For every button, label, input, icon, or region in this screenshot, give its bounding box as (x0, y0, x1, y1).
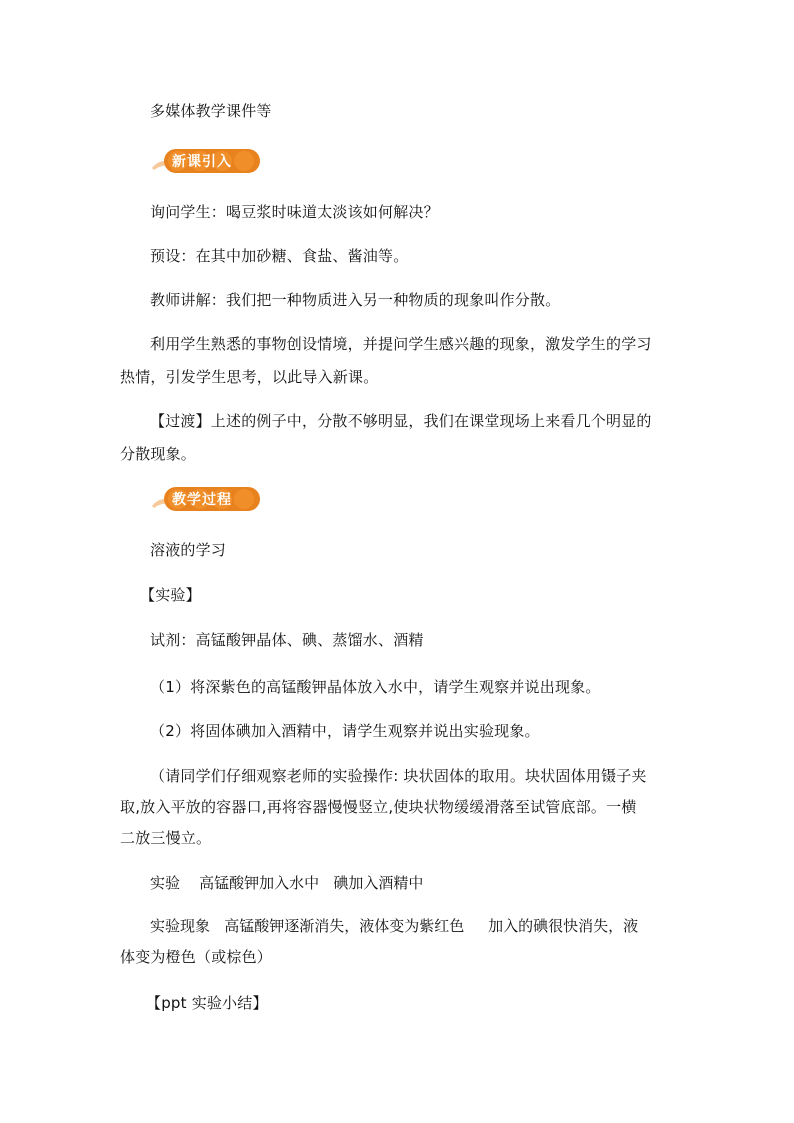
process-topic: 溶液的学习 (150, 541, 227, 559)
note-line2: 取,放入平放的容器口,再将容器慢慢竖立,使块状物缓缓滑落至试管底部。一横 (120, 798, 637, 816)
intro-transition-line1: 【过渡】上述的例子中，分散不够明显，我们在课堂现场上来看几个明显的 (150, 412, 652, 430)
section-badge-process (150, 484, 265, 514)
intro-question: 询问学生：喝豆浆时味道太淡该如何解决？ (150, 203, 439, 221)
intro-transition-line2: 分散现象。 (120, 445, 197, 463)
section-badge-intro (150, 146, 265, 176)
summary-tag: 【ppt 实验小结】 (146, 994, 268, 1012)
intro-teacher: 教师讲解：我们把一种物质进入另一种物质的现象叫作分散。 (150, 291, 561, 309)
step-1: （1）将深紫色的高锰酸钾晶体放入水中，请学生观察并说出现象。 (150, 678, 601, 696)
badge-label-process: 教学过程 (172, 492, 232, 508)
intro-purpose-line1: 利用学生熟悉的事物创设情境，并提问学生感兴趣的现象，激发学生的学习 (150, 335, 652, 353)
intro-purpose-line2: 热情，引发学生思考，以此导入新课。 (120, 368, 379, 386)
intro-preset: 预设：在其中加砂糖、食盐、酱油等。 (150, 247, 409, 265)
reagents-line: 试剂：高锰酸钾晶体、碘、蒸馏水、酒精 (150, 631, 424, 649)
experiment-result-line1: 实验现象 高锰酸钾逐渐消失，液体变为紫红色 加入的碘很快消失，液 (150, 917, 639, 935)
experiment-table-header: 实验 高锰酸钾加入水中 碘加入酒精中 (150, 874, 424, 892)
note-line3: 二放三慢立。 (120, 829, 212, 847)
experiment-tag: 【实验】 (140, 586, 201, 604)
step-2: （2）将固体碘加入酒精中，请学生观察并说出实验现象。 (150, 722, 540, 740)
experiment-result-line2: 体变为橙色（或棕色） (120, 948, 273, 966)
materials-line: 多媒体教学课件等 (150, 102, 272, 120)
note-line1: （请同学们仔细观察老师的实验操作: 块状固体的取用。块状固体用镊子夹 (150, 767, 647, 785)
badge-label-intro: 新课引入 (172, 154, 232, 170)
